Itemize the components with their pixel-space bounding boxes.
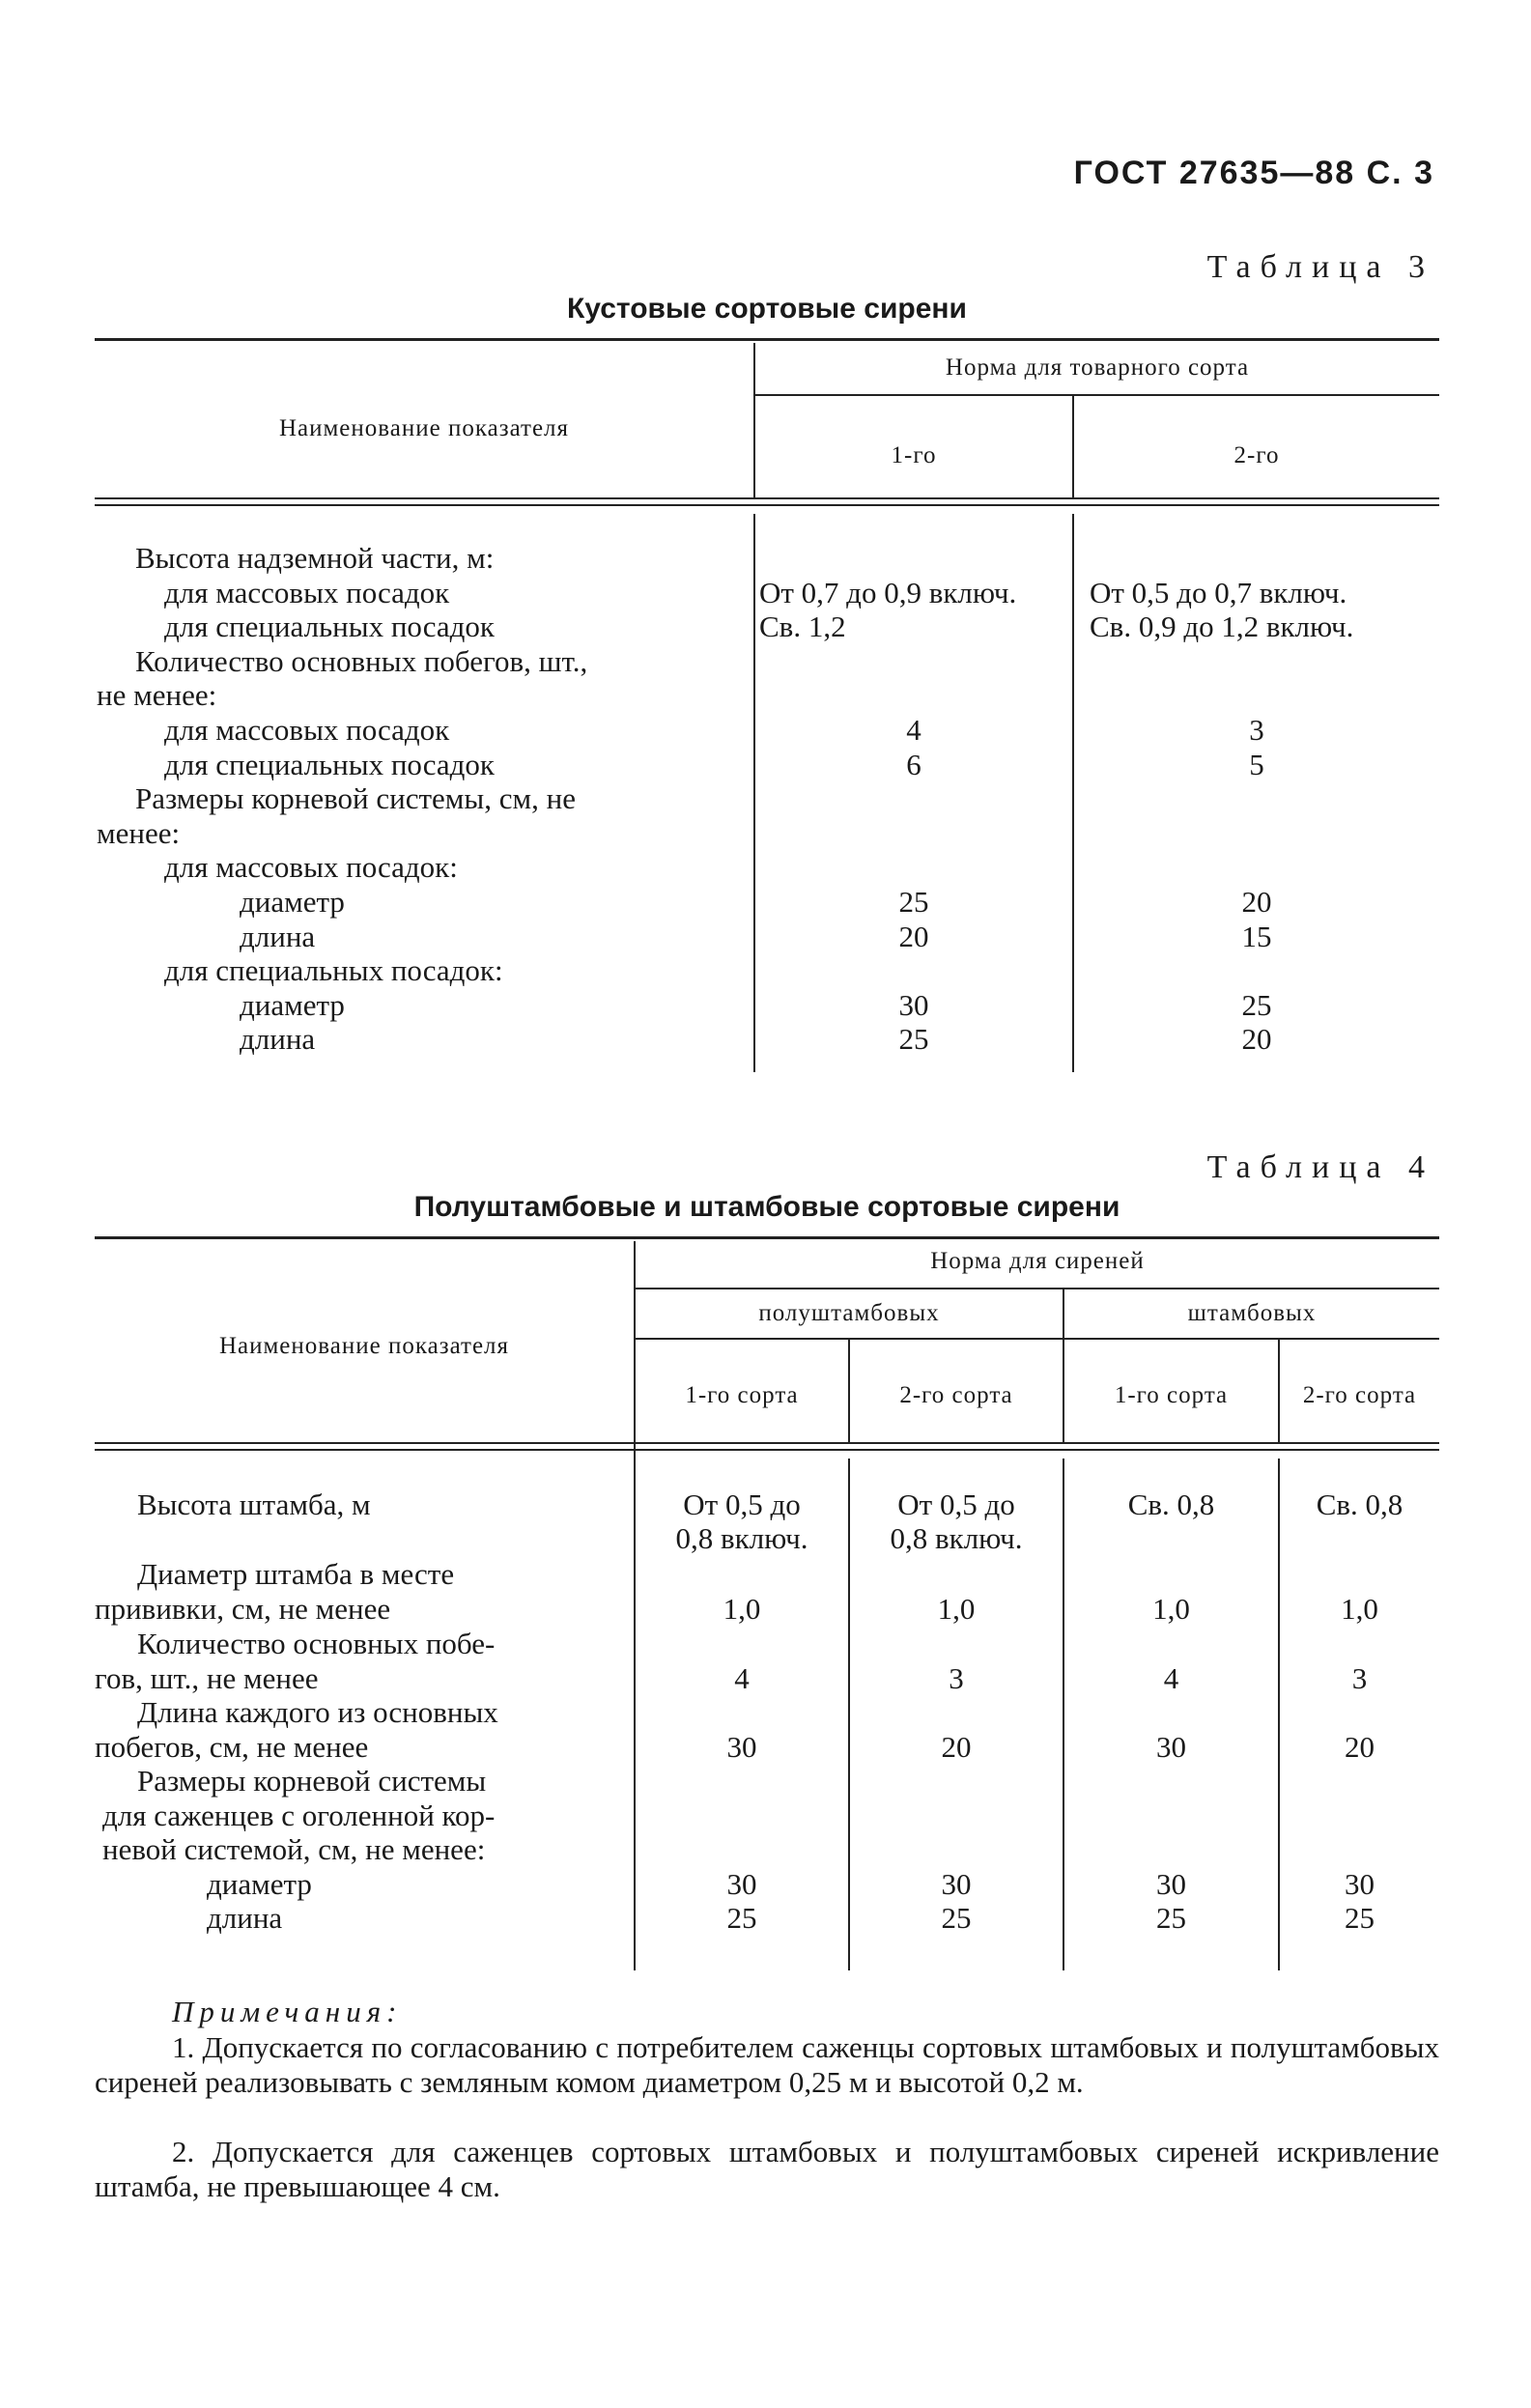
- table3-row-label: для специальных посадок:: [164, 953, 503, 988]
- table4-col-half: полуштамбовых: [758, 1300, 940, 1326]
- table4-row-label: невой системой, см, не менее:: [102, 1832, 486, 1867]
- table4-value: 25: [726, 1901, 757, 1935]
- table3-title: Кустовые сортовые сирени: [567, 293, 967, 325]
- table4-value: 1,0: [1341, 1591, 1378, 1626]
- table3-value-grade2: 15: [1241, 919, 1272, 953]
- table3-row-label: длина: [240, 1022, 316, 1057]
- table3-row-label: для массовых посадок: [164, 713, 450, 747]
- table4-value: 30: [726, 1729, 757, 1764]
- table4-row-label: гов, шт., не менее: [95, 1660, 319, 1695]
- table4-value: 4: [734, 1660, 750, 1695]
- table4-top-rule: [95, 1236, 1439, 1239]
- table4-col-norm: Норма для сиреней: [930, 1248, 1145, 1274]
- table3-header-rule: [95, 504, 1439, 506]
- table4-value: Св. 0,8: [1127, 1487, 1215, 1521]
- table3-value-grade2: 5: [1249, 747, 1264, 781]
- table3-col-indicator: Наименование показателя: [278, 415, 570, 441]
- table4-value: 1,0: [1152, 1591, 1190, 1626]
- table4-col-std: штамбовых: [1187, 1300, 1317, 1326]
- table3-value-grade1: Св. 1,2: [759, 609, 846, 644]
- table3-row-label: не менее:: [97, 678, 217, 713]
- table4-value: 25: [1345, 1901, 1375, 1935]
- table3-row-label: длина: [240, 919, 316, 953]
- table3-value-grade2: 20: [1241, 885, 1272, 919]
- table3-col-norm: Норма для товарного сорта: [945, 354, 1250, 381]
- table4-value: Св. 0,8: [1316, 1487, 1403, 1521]
- table3-row-label: для специальных посадок: [164, 609, 495, 644]
- table3-row-label: диаметр: [240, 885, 345, 919]
- table4-row-label: диаметр: [207, 1867, 312, 1901]
- table4-value: 25: [1156, 1901, 1186, 1935]
- table3-value-grade1: 4: [906, 713, 921, 747]
- table4-col-grade: 1-го сорта: [685, 1382, 799, 1408]
- table4-value: От 0,5 до 0,8 включ.: [675, 1487, 808, 1555]
- table4-value: 3: [1351, 1660, 1368, 1695]
- table3-top-rule: [95, 338, 1439, 341]
- table3-row-label: Количество основных побегов, шт.,: [135, 643, 588, 678]
- table3-value-grade1: От 0,7 до 0,9 включ.: [759, 575, 1017, 609]
- table3-row-label: диаметр: [240, 987, 345, 1022]
- table4-value: От 0,5 до 0,8 включ.: [890, 1487, 1023, 1555]
- table3-row-label: Размеры корневой системы, см, не: [135, 781, 576, 816]
- table4-value: 30: [1345, 1867, 1375, 1901]
- table4-value: 20: [941, 1729, 972, 1764]
- table4-divider: [636, 1338, 1439, 1340]
- table3-header-rule: [95, 497, 1439, 499]
- table4-col-grade: 2-го сорта: [899, 1382, 1013, 1408]
- table4-value: 30: [941, 1867, 972, 1901]
- table4-row-label: прививки, см, не менее: [95, 1591, 391, 1626]
- table4-col-indicator: Наименование показателя: [218, 1333, 510, 1359]
- table4-col-grade: 2-го сорта: [1302, 1382, 1417, 1408]
- table4-header-rule: [95, 1449, 1439, 1451]
- table3-value-grade1: 25: [898, 1022, 929, 1057]
- notes-heading: Примечания:: [172, 1995, 403, 2028]
- table3-row-label: Высота надземной части, м:: [135, 541, 495, 575]
- page-header: ГОСТ 27635—88 С. 3: [1073, 155, 1434, 191]
- table3-row-label: для специальных посадок: [164, 747, 495, 781]
- table3-label: Таблица 3: [1206, 249, 1434, 285]
- table3-value-grade1: 30: [898, 987, 929, 1022]
- table4-value: 1,0: [937, 1591, 976, 1626]
- table4-row-label: Размеры корневой системы: [137, 1764, 487, 1798]
- table4-header-rule: [95, 1442, 1439, 1444]
- table4-value: 4: [1163, 1660, 1179, 1695]
- table4-row-label: Длина каждого из основных: [137, 1695, 498, 1729]
- table4-value: 20: [1345, 1729, 1375, 1764]
- table4-value: 25: [941, 1901, 972, 1935]
- table3-value-grade1: 25: [898, 885, 929, 919]
- table3-value-grade2: 20: [1241, 1022, 1272, 1057]
- table3-value-grade1: 6: [906, 747, 921, 781]
- table3-divider: [755, 394, 1439, 396]
- table4-title: Полуштамбовые и штамбовые сортовые сирени: [413, 1191, 1120, 1223]
- table4-value: 30: [726, 1867, 757, 1901]
- table4-row-label: побегов, см, не менее: [95, 1729, 369, 1764]
- table4-row-label: длина: [207, 1901, 283, 1935]
- table3-col-grade2: 2-го: [1233, 442, 1280, 468]
- table3-row-label: менее:: [97, 815, 181, 850]
- table4-value: 30: [1156, 1867, 1186, 1901]
- note-2: 2. Допускается для саженцев сортовых штамбовых и полуштамбовых сиреней искривление штамба, не превышающее 4 см.: [95, 2135, 1439, 2203]
- table3-value-grade2: От 0,5 до 0,7 включ.: [1090, 575, 1347, 609]
- table4-value: 30: [1156, 1729, 1186, 1764]
- table4-value: 3: [949, 1660, 964, 1695]
- table3-row-label: для массовых посадок: [164, 575, 450, 609]
- table4-row-label: Высота штамба, м: [137, 1487, 371, 1521]
- table4-label: Таблица 4: [1206, 1149, 1434, 1185]
- table3-value-grade2: 25: [1241, 987, 1272, 1022]
- note-1: 1. Допускается по согласованию с потребителем саженцы сортовых штамбовых и полуштамбовых сиреней реализовывать с земляным комом диаметром 0,25 м и высотой 0,2 м.: [95, 2030, 1439, 2099]
- table4-divider: [636, 1288, 1439, 1289]
- table3-row-label: для массовых посадок:: [164, 850, 458, 885]
- table4-row-label: Диаметр штамба в месте: [137, 1557, 455, 1591]
- table4-value: 1,0: [723, 1591, 761, 1626]
- table3-col-grade1: 1-го: [891, 442, 937, 468]
- table4-row-label: Количество основных побе-: [137, 1627, 496, 1660]
- table4-col-grade: 1-го сорта: [1114, 1382, 1229, 1408]
- table4-row-label: для саженцев с оголенной кор-: [102, 1798, 496, 1832]
- table3-value-grade2: Св. 0,9 до 1,2 включ.: [1090, 609, 1354, 644]
- table3-value-grade1: 20: [898, 919, 929, 953]
- table3-value-grade2: 3: [1249, 713, 1264, 747]
